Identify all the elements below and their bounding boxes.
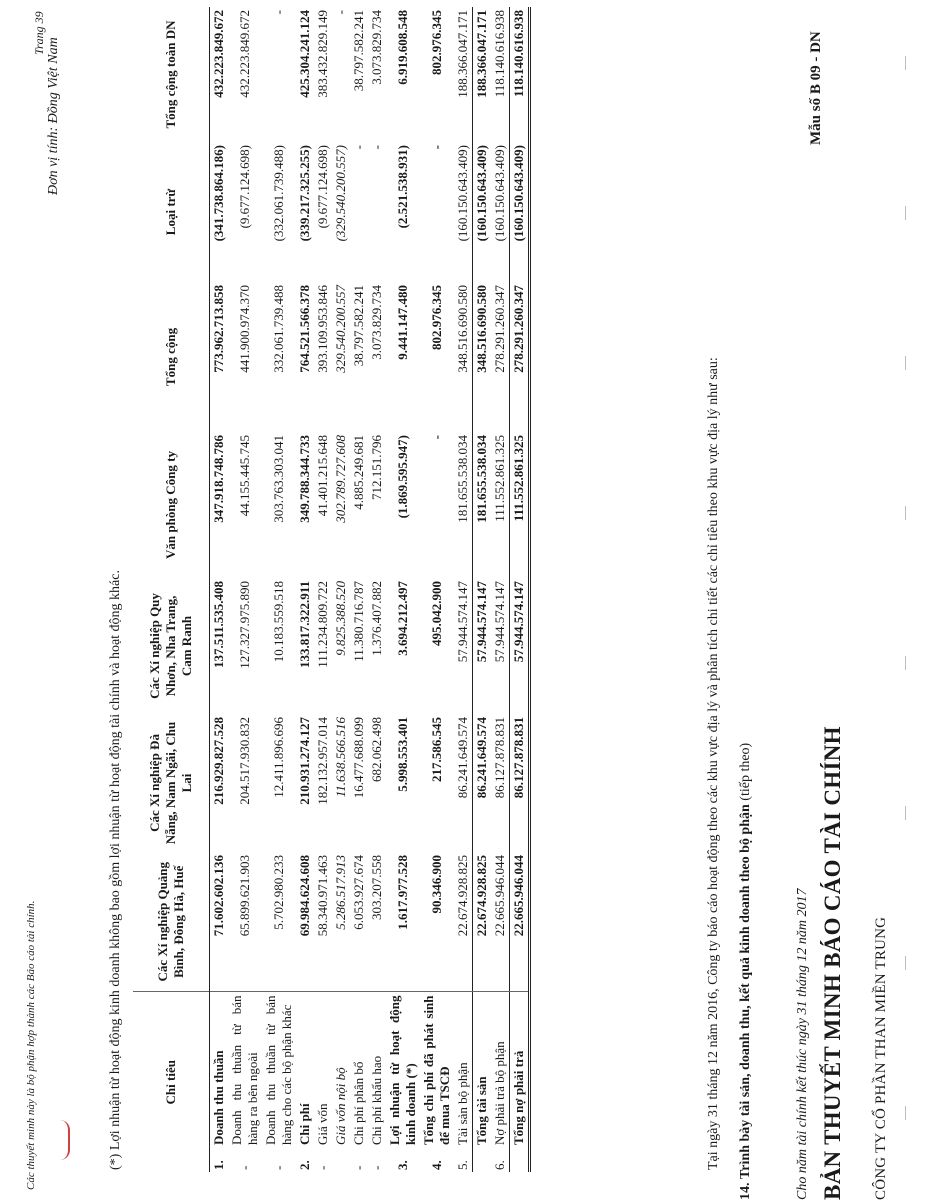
value-cell: (160.150.643.409) bbox=[473, 142, 492, 282]
column-header: Các Xí nghiệp Đà Nẵng, Nam Ngãi, Chu Lai bbox=[133, 714, 210, 852]
value-cell: 11.380.716.787 bbox=[351, 580, 366, 662]
form-number: Mẫu số B 09 - DN bbox=[808, 31, 824, 145]
value-cell: 71.602.602.136 bbox=[211, 854, 226, 937]
value-cell: 802.976.345 bbox=[429, 9, 444, 75]
value-cell: 22.665.946.044 bbox=[510, 852, 530, 992]
value-cell: 278.291.260.347 bbox=[510, 282, 530, 432]
table-header-row bbox=[133, 7, 210, 1172]
column-header: Văn phòng Công ty bbox=[133, 432, 210, 578]
row-index: - bbox=[369, 1165, 384, 1170]
value-cell: 137.511.535.408 bbox=[211, 580, 226, 669]
value-cell: 278.291.260.347 bbox=[492, 284, 507, 373]
value-cell: 90.346.900 bbox=[429, 854, 444, 914]
value-cell: 16.477.688.099 bbox=[351, 716, 366, 799]
value-cell: 58.340.971.463 bbox=[315, 854, 330, 937]
value-cell: 57.944.574.147 bbox=[473, 578, 492, 714]
value-cell: 57.944.574.147 bbox=[510, 578, 530, 714]
row-index: 1. bbox=[211, 1160, 226, 1170]
value-cell: (160.150.643.409) bbox=[510, 142, 530, 282]
table-row bbox=[296, 7, 314, 1172]
value-cell: 4.885.249.681 bbox=[351, 434, 366, 510]
value-cell: 3.073.829.734 bbox=[369, 9, 384, 85]
value-cell: (341.738.864.186) bbox=[211, 144, 226, 242]
column-header: Tổng cộng bbox=[133, 282, 210, 432]
value-cell: 773.962.713.858 bbox=[211, 284, 226, 373]
value-cell: (9.677.124.698) bbox=[237, 144, 252, 229]
row-index: 6. bbox=[492, 1160, 507, 1170]
value-cell: 393.109.953.846 bbox=[315, 284, 330, 373]
row-label: Doanh thu thuần từ bán hàng cho các bộ phận khác bbox=[262, 992, 296, 1148]
value-cell: 802.976.345 bbox=[429, 284, 444, 350]
column-header: Các Xí nghiệp Quảng Bình, Đông Hà, Huế bbox=[133, 852, 210, 992]
table-row bbox=[473, 7, 492, 1172]
row-label: Doanh thu thuần bbox=[210, 992, 229, 1148]
value-cell: 347.918.748.786 bbox=[211, 434, 226, 523]
report-period: Cho năm tài chính kết thúc ngày 31 tháng 12 năm 2017 bbox=[795, 888, 810, 1200]
row-label: Tổng tài sản bbox=[473, 992, 492, 1148]
value-cell: 3.694.212.497 bbox=[395, 580, 410, 656]
value-cell: 9.825.388.520 bbox=[333, 580, 348, 656]
row-index: 2. bbox=[297, 1160, 312, 1170]
table-row bbox=[262, 7, 296, 1172]
table-row bbox=[228, 7, 262, 1172]
row-label: Chi phí phân bổ bbox=[350, 992, 368, 1148]
row-index: 4. bbox=[429, 1160, 444, 1170]
value-cell: 22.674.928.825 bbox=[473, 852, 492, 992]
row-label: Chi phí khấu hao bbox=[368, 992, 386, 1148]
value-cell: (160.150.643.409) bbox=[492, 144, 507, 242]
margin-tick bbox=[905, 956, 906, 970]
value-cell: 65.899.621.903 bbox=[237, 854, 252, 937]
value-cell: 133.817.322.911 bbox=[297, 580, 312, 669]
company-name: CÔNG TY CỔ PHẦN THAN MIỀN TRUNG bbox=[873, 916, 889, 1200]
row-index: - bbox=[315, 1165, 330, 1170]
value-cell: 12.411.896.696 bbox=[271, 716, 286, 798]
value-cell: 712.151.796 bbox=[369, 434, 384, 500]
row-index: 3. bbox=[395, 1160, 410, 1170]
row-index: 5. bbox=[455, 1160, 470, 1170]
value-cell: 216.929.827.528 bbox=[211, 716, 226, 805]
value-cell: 332.061.739.488 bbox=[271, 284, 286, 373]
table-row bbox=[314, 7, 332, 1172]
value-cell: 111.234.809.722 bbox=[315, 580, 330, 668]
table-row bbox=[510, 7, 530, 1172]
value-cell: 118.140.616.938 bbox=[492, 9, 507, 98]
red-flourish bbox=[60, 1120, 70, 1160]
value-cell: (9.677.124.698) bbox=[315, 144, 330, 229]
value-cell: 349.788.344.733 bbox=[297, 434, 312, 523]
value-cell: 5.998.553.401 bbox=[395, 716, 410, 792]
value-cell: 86.241.649.574 bbox=[455, 716, 470, 799]
row-index bbox=[473, 1148, 492, 1172]
value-cell: 44.155.445.745 bbox=[237, 434, 252, 517]
row-index bbox=[332, 1148, 350, 1172]
value-cell: - bbox=[271, 9, 286, 15]
value-cell: 127.327.975.890 bbox=[237, 580, 252, 669]
value-cell: - bbox=[429, 434, 444, 440]
value-cell: 495.042.900 bbox=[429, 580, 444, 646]
section-suffix: (tiếp theo) bbox=[738, 742, 753, 801]
margin-tick bbox=[905, 806, 906, 820]
column-header: Các Xí nghiệp Quy Nhơn, Nha Trang, Cam Ranh bbox=[133, 578, 210, 714]
value-cell: 9.441.147.480 bbox=[395, 284, 410, 360]
footer-note: Các thuyết minh này là bộ phận hợp thành các Báo cáo tài chính. bbox=[25, 900, 37, 1190]
margin-tick bbox=[905, 1106, 906, 1120]
row-index: - bbox=[237, 1165, 252, 1170]
value-cell: 6.919.608.548 bbox=[395, 9, 410, 85]
margin-tick bbox=[905, 356, 906, 370]
value-cell: 38.797.582.241 bbox=[351, 284, 366, 367]
row-label: Tài sản bộ phận bbox=[454, 992, 473, 1148]
value-cell: 682.062.498 bbox=[369, 716, 384, 782]
value-cell: 329.540.200.557 bbox=[333, 284, 348, 373]
row-label: Chi phí bbox=[296, 992, 314, 1148]
value-cell: 181.655.538.034 bbox=[455, 434, 470, 523]
row-label: Tổng nợ phải trả bbox=[510, 992, 530, 1148]
section-heading bbox=[738, 743, 754, 1200]
value-cell: (1.869.595.947) bbox=[395, 434, 410, 519]
row-index: - bbox=[351, 1165, 366, 1170]
section-number: 14. bbox=[738, 1182, 753, 1200]
value-cell: 3.073.829.734 bbox=[369, 284, 384, 360]
value-cell: 57.944.574.147 bbox=[455, 580, 470, 663]
currency-unit: Đơn vị tính: Đồng Việt Nam bbox=[46, 37, 61, 195]
value-cell: 204.517.930.832 bbox=[237, 716, 252, 805]
column-header: Tổng cộng toàn DN bbox=[133, 7, 210, 142]
page-number: Trang 39 bbox=[32, 11, 46, 55]
value-cell: 303.763.303.041 bbox=[271, 434, 286, 523]
value-cell: 86.241.649.574 bbox=[473, 714, 492, 852]
column-header: Chỉ tiêu bbox=[133, 992, 210, 1172]
value-cell: 1.617.977.528 bbox=[395, 854, 410, 930]
value-cell: 38.797.582.241 bbox=[351, 9, 366, 92]
table-row bbox=[368, 7, 386, 1172]
value-cell: 425.304.241.124 bbox=[297, 9, 312, 98]
value-cell: 10.183.559.518 bbox=[271, 580, 286, 663]
footnote: (*) Lợi nhuận từ hoạt động kinh doanh không bao gồm lợi nhuận từ hoạt động tài chính và hoạt động khác. bbox=[108, 570, 123, 1170]
value-cell: 86.127.878.831 bbox=[510, 714, 530, 852]
intro-paragraph: Tại ngày 31 tháng 12 năm 2016, Công ty báo cáo hoạt động theo các khu vực địa lý và phân tích chi tiết các chỉ tiêu theo khu vực địa lý như sau: bbox=[706, 357, 721, 1170]
value-cell: - bbox=[369, 144, 384, 150]
value-cell: 764.521.566.378 bbox=[297, 284, 312, 373]
table-row bbox=[420, 7, 454, 1172]
value-cell: 303.207.558 bbox=[369, 854, 384, 920]
row-index bbox=[510, 1148, 530, 1172]
value-cell: 5.702.980.233 bbox=[271, 854, 286, 930]
value-cell: 6.053.927.674 bbox=[351, 854, 366, 930]
value-cell: - bbox=[351, 144, 366, 150]
value-cell: 182.132.957.014 bbox=[315, 716, 330, 805]
margin-tick bbox=[905, 206, 906, 220]
value-cell: 188.366.047.171 bbox=[455, 9, 470, 98]
table-row bbox=[491, 7, 510, 1172]
table-row bbox=[332, 7, 350, 1172]
value-cell: - bbox=[429, 144, 444, 150]
table-row bbox=[350, 7, 368, 1172]
value-cell: 1.376.407.882 bbox=[369, 580, 384, 656]
row-label: Giá vốn nội bộ bbox=[332, 992, 350, 1148]
value-cell: 118.140.616.938 bbox=[510, 7, 530, 142]
table-body bbox=[210, 7, 530, 1172]
table-row bbox=[210, 7, 229, 1172]
row-label: Tổng chi phí đã phát sinh để mua TSCĐ bbox=[420, 992, 454, 1148]
margin-tick bbox=[905, 656, 906, 670]
value-cell: (332.061.739.488) bbox=[271, 144, 286, 242]
margin-tick bbox=[905, 56, 906, 70]
value-cell: 22.674.928.825 bbox=[455, 854, 470, 937]
row-label: Doanh thu thuần từ bán hàng ra bên ngoài bbox=[228, 992, 262, 1148]
value-cell: (160.150.643.409) bbox=[455, 144, 470, 242]
value-cell: 86.127.878.831 bbox=[492, 716, 507, 799]
value-cell: 111.552.861.325 bbox=[510, 432, 530, 578]
row-label: Lợi nhuận từ hoạt động kinh doanh (*) bbox=[386, 992, 420, 1148]
value-cell: 11.638.566.516 bbox=[333, 716, 348, 798]
value-cell: 383.432.829.149 bbox=[315, 9, 330, 98]
value-cell: 57.944.574.147 bbox=[492, 580, 507, 663]
value-cell: (329.540.200.557) bbox=[333, 144, 348, 242]
segment-table bbox=[133, 7, 531, 1172]
value-cell: 348.516.690.580 bbox=[455, 284, 470, 373]
value-cell: 432.223.849.672 bbox=[211, 9, 226, 98]
value-cell: 432.223.849.672 bbox=[237, 9, 252, 98]
value-cell: (339.217.325.255) bbox=[297, 144, 312, 242]
table-row bbox=[454, 7, 473, 1172]
value-cell: 41.401.215.648 bbox=[315, 434, 330, 517]
row-label: Giá vốn bbox=[314, 992, 332, 1148]
row-index: - bbox=[271, 1165, 286, 1170]
value-cell: 69.984.624.608 bbox=[297, 854, 312, 937]
value-cell: 22.665.946.044 bbox=[492, 854, 507, 937]
section-title: Trình bày tài sản, doanh thu, kết quả kinh doanh theo bộ phận bbox=[738, 804, 753, 1179]
value-cell: 111.552.861.325 bbox=[492, 434, 507, 522]
value-cell: 210.931.274.127 bbox=[297, 716, 312, 805]
value-cell: 302.789.727.608 bbox=[333, 434, 348, 523]
value-cell: - bbox=[333, 9, 348, 15]
value-cell: 348.516.690.580 bbox=[473, 282, 492, 432]
report-title: BẢN THUYẾT MINH BÁO CÁO TÀI CHÍNH bbox=[820, 726, 845, 1200]
margin-tick bbox=[905, 506, 906, 520]
row-label: Nợ phải trả bộ phận bbox=[491, 992, 510, 1148]
value-cell: (2.521.538.931) bbox=[395, 144, 410, 229]
column-header: Loại trừ bbox=[133, 142, 210, 282]
value-cell: 5.286.517.913 bbox=[333, 854, 348, 930]
value-cell: 441.900.974.370 bbox=[237, 284, 252, 373]
value-cell: 188.366.047.171 bbox=[473, 7, 492, 142]
table-row bbox=[386, 7, 420, 1172]
value-cell: 217.586.545 bbox=[429, 716, 444, 782]
value-cell: 181.655.538.034 bbox=[473, 432, 492, 578]
